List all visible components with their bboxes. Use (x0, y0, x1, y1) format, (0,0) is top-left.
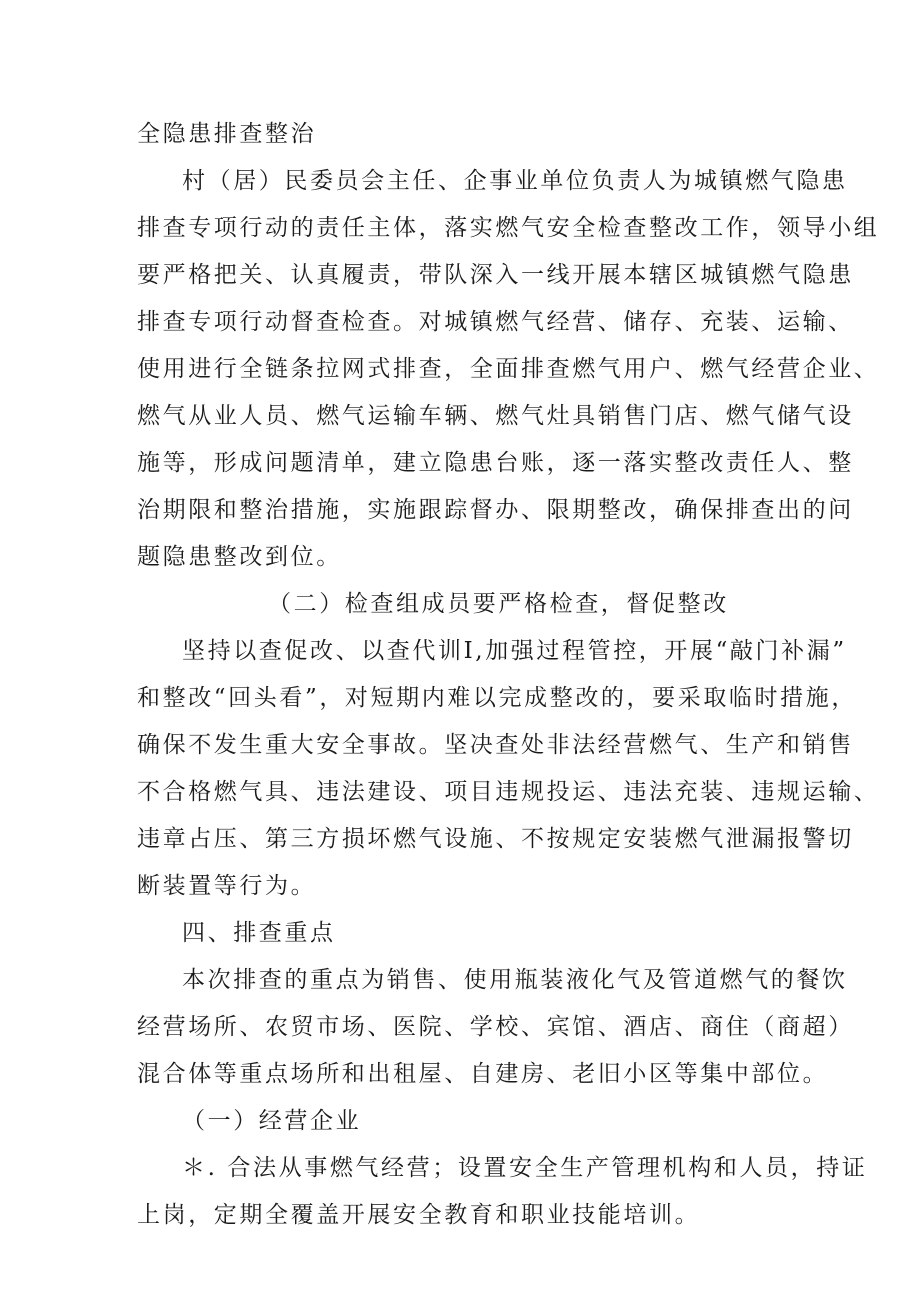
paragraph-line: 确保不发生重大安全事故。坚决查处非法经营燃气、生产和销售 (137, 732, 854, 758)
paragraph-line: 上岗，定期全覆盖开展安全教育和职业技能培训。 (137, 1202, 701, 1228)
section-heading: 四、排查重点 (182, 920, 336, 946)
paragraph-line: 断装置等行为。 (137, 873, 317, 899)
section-heading: （一）经营企业 (182, 1108, 362, 1134)
paragraph-line: 经营场所、农贸市场、医院、学校、宾馆、酒店、商住（商超） (137, 1014, 854, 1040)
paragraph-line: 使用进行全链条拉网式排查，全面排查燃气用户、燃气经营企业、 (137, 356, 880, 382)
paragraph-line: 村（居）民委员会主任、企事业单位负责人为城镇燃气隐患 (182, 168, 848, 194)
paragraph-line: 燃气从业人员、燃气运输车辆、燃气灶具销售门店、燃气储气设 (137, 403, 854, 429)
paragraph-line: 不合格燃气具、违法建设、项目违规投运、违法充装、违规运输、 (137, 779, 880, 805)
paragraph-line: 施等，形成问题清单，建立隐患台账，逐一落实整改责任人、整 (137, 450, 854, 476)
paragraph-line: 本次排查的重点为销售、使用瓶装液化气及管道燃气的餐饮 (182, 967, 848, 993)
paragraph-line: ＊. 合法从事燃气经营；设置安全生产管理机构和人员，持证 (182, 1155, 868, 1181)
paragraph-line: 坚持以查促改、以查代训I,加强过程管控，开展“敲门补漏” (182, 638, 847, 664)
paragraph-line: 和整改“回头看”，对短期内难以完成整改的，要采取临时措施， (137, 685, 857, 711)
paragraph-line: 违章占压、第三方损坏燃气设施、不按规定安装燃气泄漏报警切 (137, 826, 854, 852)
paragraph-line: 排查专项行动督查检查。对城镇燃气经营、储存、充装、运输、 (137, 309, 854, 335)
text-line: 全隐患排查整治 (137, 121, 317, 147)
section-heading: （二）检查组成员要严格检查，督促整改 (268, 591, 729, 617)
paragraph-line: 混合体等重点场所和出租屋、自建房、老旧小区等集中部位。 (137, 1061, 829, 1087)
paragraph-line: 治期限和整治措施，实施跟踪督办、限期整改，确保排查出的问 (137, 497, 854, 523)
paragraph-line: 要严格把关、认真履责，带队深入一线开展本辖区城镇燃气隐患 (137, 262, 854, 288)
paragraph-line: 排查专项行动的责任主体，落实燃气安全检查整改工作，领导小组 (137, 215, 880, 241)
paragraph-line: 题隐患整改到位。 (137, 544, 342, 570)
